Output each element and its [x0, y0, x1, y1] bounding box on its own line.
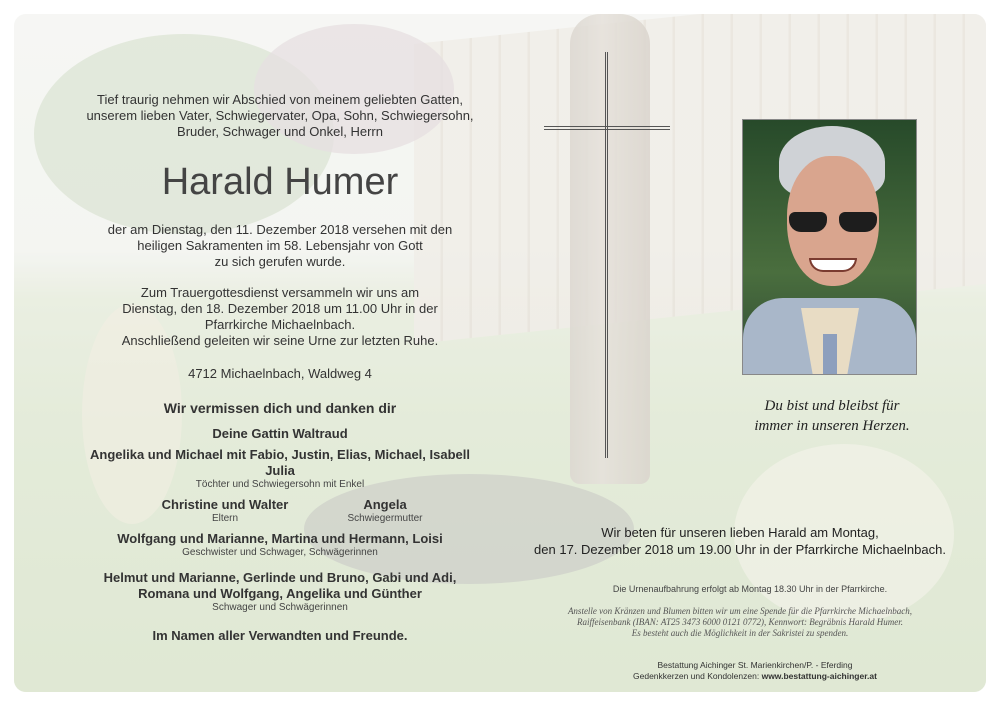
mourner-siblings [60, 531, 500, 559]
cross-horizontal-bar [544, 126, 670, 130]
mourner-children [60, 447, 500, 491]
funeral-home-name: Bestattung Aichinger St. Marienkirchen/P. - Eferding [657, 660, 853, 670]
mourner-role: Geschwister und Schwager, Schwägerinnen [182, 547, 378, 558]
mourner-role: Töchter und Schwiegersohn mit Enkel [195, 479, 365, 490]
mourner-name: Wolfgang und Marianne, Martina und Hermann, Loisi [117, 531, 443, 546]
mourner-role: Eltern [211, 513, 239, 524]
portrait-sunglasses [789, 212, 879, 232]
intro-text [60, 92, 500, 140]
donation-notice [540, 606, 940, 639]
service-notice [60, 285, 500, 349]
condolence-link[interactable]: www.bestattung-aichinger.at [761, 671, 877, 681]
mourner-parents [150, 497, 300, 525]
mourner-name: Helmut und Marianne, Gerlinde und Bruno, Gabi und Adi, [103, 570, 457, 585]
donation-line: Es besteht auch die Möglichkeit in der Sakristei zu spenden. [631, 628, 849, 638]
deceased-name: Harald Humer [161, 161, 399, 203]
mourner-name: Deine Gattin Waltraud [212, 426, 348, 441]
portrait-tie [823, 334, 837, 374]
mourner-name: Romana und Wolfgang, Angelika und Günther [138, 586, 422, 601]
mourner-mother-in-law [310, 497, 460, 525]
prayer-notice [520, 524, 960, 558]
quote-line: Du bist und bleibst für [764, 398, 900, 414]
death-line: der am Dienstag, den 11. Dezember 2018 versehen mit den [107, 222, 453, 237]
mourner-role: Schwiegermutter [347, 513, 423, 524]
intro-line: Tief traurig nehmen wir Abschied von meinem geliebten Gatten, [97, 92, 463, 107]
closing-line: Im Namen aller Verwandten und Freunde. [152, 628, 408, 643]
memorial-quote [742, 396, 922, 436]
death-line: zu sich gerufen wurde. [214, 254, 346, 269]
miss-heading: Wir vermissen dich und danken dir [163, 400, 397, 416]
service-line: Pfarrkirche Michaelnbach. [204, 317, 356, 332]
portrait-smile [809, 258, 857, 272]
mourner-name: Julia [265, 463, 295, 478]
condolence-label: Gedenkkerzen und Kondolenzen: [633, 671, 760, 681]
service-line: Anschließend geleiten wir seine Urne zur letzten Ruhe. [121, 333, 439, 348]
donation-line: Raiffeisenbank (IBAN: AT25 3473 6000 0121 0772), Kennwort: Begräbnis Harald Humer. [577, 617, 903, 627]
mourner-name: Angelika und Michael mit Fabio, Justin, Elias, Michael, Isabell [90, 447, 470, 462]
urn-notice: Die Urnenaufbahrung erfolgt ab Montag 18.30 Uhr in der Pfarrkirche. [612, 584, 888, 594]
mourner-in-laws [60, 570, 500, 614]
intro-line: Bruder, Schwager und Onkel, Herrn [177, 124, 383, 139]
prayer-line: den 17. Dezember 2018 um 19.00 Uhr in der Pfarrkirche Michaelnbach. [534, 542, 946, 557]
intro-line: unserem lieben Vater, Schwiegervater, Opa, Sohn, Schwiegersohn, [86, 108, 474, 123]
death-line: heiligen Sakramenten im 58. Lebensjahr von Gott [137, 238, 423, 253]
funeral-home-info [560, 660, 950, 682]
service-line: Dienstag, den 18. Dezember 2018 um 11.00 Uhr in der [122, 301, 438, 316]
prayer-line: Wir beten für unseren lieben Harald am Montag, [601, 525, 879, 540]
service-line: Zum Trauergottesdienst versammeln wir uns am [140, 285, 420, 300]
donation-line: Anstelle von Kränzen und Blumen bitten wir um eine Spende für die Pfarrkirche Michaelnbach, [567, 606, 913, 616]
cross-vertical-bar [605, 52, 608, 458]
mourner-name: Christine und Walter [161, 497, 289, 512]
death-notice [60, 222, 500, 270]
mourner-role: Schwager und Schwägerinnen [212, 602, 348, 613]
quote-line: immer in unseren Herzen. [754, 418, 910, 434]
mourner-wife [60, 426, 500, 442]
mourner-name: Angela [363, 497, 407, 512]
family-address: 4712 Michaelnbach, Waldweg 4 [188, 366, 372, 381]
portrait-photo [742, 119, 917, 375]
